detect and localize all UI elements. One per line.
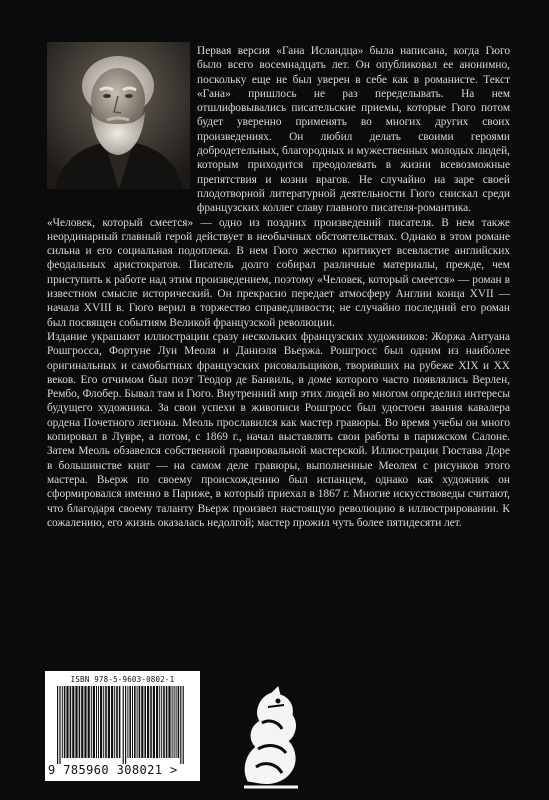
paragraph-2: «Человек, который смеется» — одно из поздних произведений писателя. В нем также неординарный главный герой действует в необычных обстоятельствах. Однако в этом романе сильна и его социальная подоплека. В нем Гюго жестко критикует всевластие английских феодальных аристократов. Писатель долго собирал различные материалы, прежде, чем приступить к работе над этим произведением, поэтому «Человек, который смеется» — роман в известном смысле исторический. Он прекрасно передает атмосферу Англии конца XVII — начала XVIII в. Гюго верил в торжество справедливости; не случайно последний его роман был посвящен событиям Великой французской революции.	[47, 216, 510, 329]
barcode-bar	[98, 686, 99, 758]
barcode-bar	[96, 686, 97, 758]
barcode-bar	[70, 686, 72, 758]
barcode-bar	[114, 686, 115, 758]
barcode-bar	[108, 686, 110, 758]
barcode-bar	[147, 686, 149, 758]
barcode-bar	[161, 686, 162, 758]
barcode-bar	[127, 686, 128, 758]
ean-digits: 9 785960 308021 >	[48, 763, 178, 777]
barcode-bar	[183, 686, 184, 764]
barcode-bars	[57, 686, 193, 764]
barcode-bar	[174, 686, 175, 758]
barcode-bar	[166, 686, 168, 758]
barcode-bar	[150, 686, 152, 758]
barcode-bar	[139, 686, 141, 758]
barcode-bar	[134, 686, 136, 758]
barcode-bar	[172, 686, 173, 758]
barcode-bar	[93, 686, 95, 758]
barcode-bar	[75, 686, 77, 758]
barcode-bar	[66, 686, 68, 758]
barcode-bar	[91, 686, 92, 758]
barcode-bar	[137, 686, 138, 758]
barcode-bar	[88, 686, 90, 758]
barcode-bar	[144, 686, 146, 758]
isbn-number: ISBN 978-5-9603-0802-1	[70, 675, 175, 684]
barcode-bar	[153, 686, 155, 758]
barcode-bar	[116, 686, 118, 758]
barcode-bar	[100, 686, 102, 758]
barcode-bar	[105, 686, 107, 758]
barcode-bar	[64, 686, 66, 758]
barcode-bar	[132, 686, 133, 758]
barcode-bar	[62, 686, 63, 758]
barcode-bar	[119, 686, 121, 758]
barcode-bar	[129, 686, 131, 758]
publisher-logo	[238, 683, 304, 791]
barcode-bar	[163, 686, 165, 758]
barcode-bar	[159, 686, 160, 758]
barcode-bar	[141, 686, 143, 758]
barcode-bar	[125, 686, 126, 764]
isbn-barcode	[45, 671, 200, 781]
barcode-bar	[123, 686, 124, 764]
barcode-bar	[111, 686, 113, 758]
barcode-bar	[84, 686, 86, 758]
barcode-bar	[156, 686, 158, 758]
barcode-bar	[81, 686, 83, 758]
paragraph-3: Издание украшают иллюстрации сразу нескольких французских художников: Жоржа Антуана Рошгросса, Фортуне Луи Меоля и Даниэля Вьержа. Рошгросс был одним из наиболее оригинальных и самобытных французских рисовальщиков, творивших на рубеже XIX и XX веков. Его отчимом был поэт Теодор де Банвиль, в доме которого часто появлялись Верлен, Рембо, Флобер. Бывал там и Гюго. Внутренний мир этих людей во многом определил интересы будущего художника. За свои успехи в живописи Рошгросс был удостоен звания кавалера ордена Почетного легиона. Меоль прославился как мастер гравюры. Во время учебы он много копировал в Лувре, а потом, с 1869 г., начал выставлять свои работы в парижском Салоне. Затем Меоль обзавелся собственной гравировальной мастерской. Иллюстрации Гюстава Доре в большинстве книг — на самом деле гравюры, выполненные Меолем с рисунков этого мастера. Вьерж по своему происхождению был испанцем, однако как художник он сформировался именно в Париже, в который приехал в 1867 г. Многие искусствоведы считают, что благодаря своему таланту Вьерж произвел настоящую революцию в иллюстрировании. К сожалению, его жизнь оказалась недолгой; мастер прожил чуть более пятидесяти лет.	[47, 330, 510, 529]
barcode-bar	[72, 686, 74, 758]
barcode-bar	[176, 686, 177, 758]
barcode-bar	[59, 686, 60, 764]
barcode-bar	[103, 686, 104, 758]
annotation-text	[47, 44, 510, 530]
barcode-bar	[57, 686, 58, 764]
barcode-bar	[168, 686, 170, 758]
paragraph-1: Первая версия «Гана Исландца» была написана, когда Гюго было всего восемнадцать лет. Он опубликовал ее анонимно, поскольку еще не был уверен в себе как в романисте. Текст «Гана» пришлось не раз переделывать. На нем отшлифовывались писательские приемы, которые Гюго потом будет уверенно применять во многих других своих произведениях. Он любил делать своими героями добродетельных, благородных и мужественных молодых людей, которым приходится преодолевать в жизни всевозможные препятствия и козни врагов. Не случайно на заре своей плодотворной литературной деятельности Гюго снискал среди французских коллег славу главного писателя-романтика.	[197, 45, 510, 215]
barcode-bar	[178, 686, 180, 758]
barcode-bar	[180, 686, 181, 764]
barcode-bar	[79, 686, 81, 758]
